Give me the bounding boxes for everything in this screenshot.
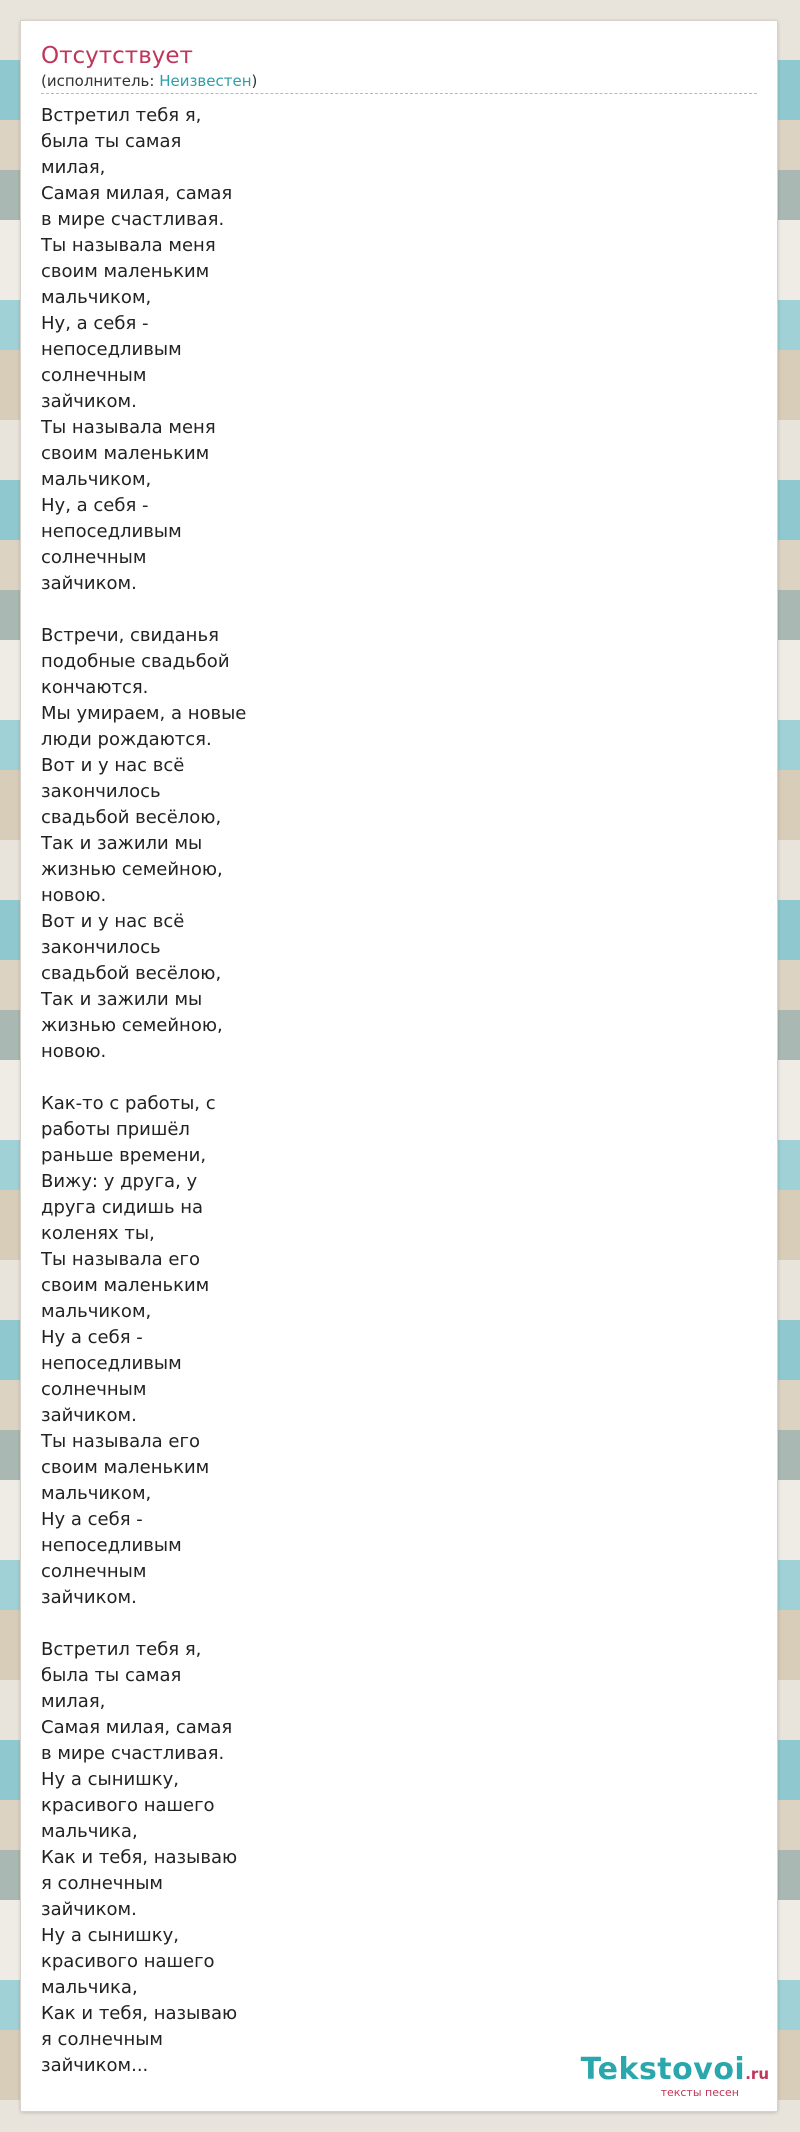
lyrics-line: Вот и у нас всё	[41, 911, 185, 932]
lyrics-line: непоседливым	[41, 521, 182, 542]
lyrics-line: Самая милая, самая	[41, 183, 233, 204]
lyrics-line: люди рождаются.	[41, 729, 212, 750]
site-logo[interactable]	[581, 2053, 769, 2099]
lyrics-line: непоседливым	[41, 1535, 182, 1556]
lyrics-line: раньше времени,	[41, 1145, 207, 1166]
logo-name: Tekstovoi	[580, 2052, 746, 2087]
lyrics-line: новою.	[41, 885, 107, 906]
lyrics-line: Вот и у нас всё	[41, 755, 185, 776]
lyrics-line: была ты самая	[41, 131, 182, 152]
lyrics-line: зайчиком.	[41, 391, 137, 412]
lyrics-line: жизнью семейною,	[41, 1015, 223, 1036]
lyrics-line: своим маленьким	[41, 1275, 210, 1296]
lyrics-line: была ты самая	[41, 1665, 182, 1686]
lyrics-line: работы пришёл	[41, 1119, 190, 1140]
lyrics-line: Так и зажили мы	[41, 989, 203, 1010]
lyrics-line: Ну а себя -	[41, 1509, 143, 1530]
lyrics-line: Самая милая, самая	[41, 1717, 233, 1738]
lyrics-line: непоседливым	[41, 339, 182, 360]
lyrics-line: мальчиком,	[41, 287, 152, 308]
lyrics-line: Встречи, свиданья	[41, 625, 219, 646]
lyrics-card	[21, 21, 777, 2111]
lyrics-line: солнечным	[41, 1379, 147, 1400]
artist-prefix: (исполнитель:	[41, 72, 160, 90]
lyrics-line: в мире счастливая.	[41, 209, 225, 230]
lyrics-line: в мире счастливая.	[41, 1743, 225, 1764]
lyrics-line: красивого нашего	[41, 1951, 215, 1972]
lyrics-line: жизнью семейною,	[41, 859, 223, 880]
lyrics-stanza	[41, 623, 271, 1065]
logo-tagline: тексты песен	[660, 2086, 739, 2099]
lyrics-line: мальчика,	[41, 1977, 138, 1998]
lyrics-line: своим маленьким	[41, 1457, 210, 1478]
song-title: Отсутствует	[41, 43, 193, 69]
lyrics-line: коленях ты,	[41, 1223, 155, 1244]
lyrics-stanza	[41, 1637, 271, 2079]
lyrics-line: друга сидишь на	[41, 1197, 204, 1218]
lyrics-line: Ты называла его	[41, 1249, 200, 1270]
lyrics-line: мальчиком,	[41, 469, 152, 490]
lyrics-line: Как-то с работы, с	[41, 1093, 216, 1114]
lyrics-line: Встретил тебя я,	[41, 1639, 202, 1660]
lyrics-line: Вижу: у друга, у	[41, 1171, 198, 1192]
lyrics-line: Как и тебя, называю	[41, 2003, 238, 2024]
lyrics-line: Как и тебя, называю	[41, 1847, 238, 1868]
lyrics-line: солнечным	[41, 365, 147, 386]
lyrics-line: Ну а сынишку,	[41, 1925, 179, 1946]
lyrics-line: своим маленьким	[41, 443, 210, 464]
lyrics-line: я солнечным	[41, 2029, 164, 2050]
lyrics-line: мальчика,	[41, 1821, 138, 1842]
lyrics-line: зайчиком.	[41, 1899, 137, 1920]
lyrics-line: я солнечным	[41, 1873, 164, 1894]
lyrics-line: солнечным	[41, 1561, 147, 1582]
lyrics-line: Мы умираем, а новые	[41, 703, 247, 724]
lyrics-line: свадьбой весёлою,	[41, 807, 222, 828]
lyrics-line: непоседливым	[41, 1353, 182, 1374]
lyrics-line: свадьбой весёлою,	[41, 963, 222, 984]
lyrics-line: Ну, а себя -	[41, 495, 149, 516]
lyrics-stanza	[41, 103, 271, 597]
lyrics-line: Ты называла его	[41, 1431, 200, 1452]
lyrics-line: зайчиком...	[41, 2055, 149, 2076]
artist-line	[41, 71, 757, 94]
lyrics-text	[41, 103, 271, 2079]
lyrics-line: подобные свадьбой	[41, 651, 230, 672]
lyrics-line: Ну а сынишку,	[41, 1769, 179, 1790]
artist-link[interactable]: Неизвестен	[159, 72, 252, 90]
lyrics-line: красивого нашего	[41, 1795, 215, 1816]
lyrics-line: Ты называла меня	[41, 235, 216, 256]
lyrics-line: милая,	[41, 157, 106, 178]
lyrics-line: милая,	[41, 1691, 106, 1712]
lyrics-line: своим маленьким	[41, 261, 210, 282]
lyrics-line: Так и зажили мы	[41, 833, 203, 854]
lyrics-line: зайчиком.	[41, 573, 137, 594]
lyrics-line: закончилось	[41, 937, 161, 958]
lyrics-line: Ну а себя -	[41, 1327, 143, 1348]
artist-suffix: )	[251, 72, 258, 90]
lyrics-line: новою.	[41, 1041, 107, 1062]
lyrics-line: зайчиком.	[41, 1405, 137, 1426]
lyrics-line: Ты называла меня	[41, 417, 216, 438]
lyrics-line: солнечным	[41, 547, 147, 568]
lyrics-line: зайчиком.	[41, 1587, 137, 1608]
lyrics-line: Встретил тебя я,	[41, 105, 202, 126]
lyrics-line: Ну, а себя -	[41, 313, 149, 334]
lyrics-line: кончаются.	[41, 677, 149, 698]
lyrics-line: мальчиком,	[41, 1301, 152, 1322]
lyrics-stanza	[41, 1091, 271, 1611]
logo-tld: .ru	[745, 2065, 769, 2083]
lyrics-line: закончилось	[41, 781, 161, 802]
lyrics-line: мальчиком,	[41, 1483, 152, 1504]
